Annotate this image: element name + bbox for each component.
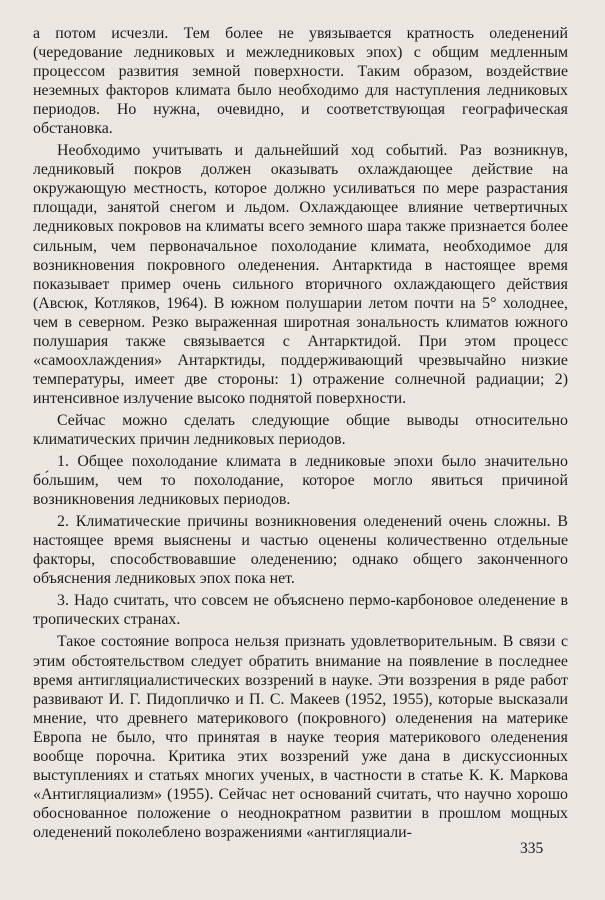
page-number: 335	[520, 840, 544, 857]
body-text	[33, 24, 568, 845]
paragraph-6: 3. Надо считать, что совсем не объяснено пермо-карбоновое оледенение в тропических странах.	[33, 592, 568, 629]
paragraph-2: Необходимо учитывать и дальнейший ход событий. Раз возникнув, ледниковый покров должен оказывать охлаждающее действие на окружающую местность, которое должно усиливаться по мере разрастания площади, занятой снегом и льдом. Охлаждающее влияние четвертичных ледниковых покровов на климаты всего земного шара также признается более сильным, чем первоначальное похолодание климата, необходимое для возникновения покровного оледенения. Антарктида в настоящее время показывает пример очень сильного вторичного охлаждающего действия (Авсюк, Котляков, 1964). В южном полушарии летом почти на 5° холоднее, чем в северном. Резко выраженная широтная зональность климатов южного полушария также связывается с Антарктидой. При этом процесс «самоохлаждения» Антарктиды, поддерживающий чрезвычайно низкие температуры, имеет две стороны: 1) отражение солнечной радиации; 2) интенсивное излучение высоко поднятой поверхности.	[33, 142, 568, 407]
paragraph-1: а потом исчезли. Тем более не увязывается кратность оледенений (чередование ледниковых и межледниковых эпох) с общим медленным процессом развития земной поверхности. Таким образом, воздействие неземных факторов климата было необходимо для наступления ледниковых периодов. Но нужна, очевидно, и соответствующая географическая обстановка.	[33, 25, 568, 138]
paragraph-3: Сейчас можно сделать следующие общие выводы относительно климатических причин ледниковых периодов.	[33, 411, 568, 448]
paragraph-4: 1. Общее похолодание климата в ледниковые эпохи было значительно бо́льшим, чем то похолодание, которое могло явиться причиной возникновения ледниковых периодов.	[33, 453, 568, 509]
paragraph-7: Такое состояние вопроса нельзя признать удовлетворительным. В связи с этим обстоятельством следует обратить внимание на появление в последнее время антигляциалистических воззрений в науке. Эти воззрения в ряде работ развивают И. Г. Пидопличко и П. С. Макеев (1952, 1955), которые высказали мнение, что древнего материкового (покровного) оледенения на материке Европа не было, что принятая в науке теория материкового оледенения вообще порочна. Критика этих воззрений уже дана в дискуссионных выступлениях и статьях многих ученых, в частности в статье К. К. Маркова «Антигляциализм» (1955). Сейчас нет оснований считать, что научно хорошо обоснованное положение о неоднократном развитии в прошлом мощных оледенений поколеблено возражениями «антигляциали-	[33, 633, 568, 841]
paragraph-5: 2. Климатические причины возникновения оледенений очень сложны. В настоящее время выяснены и частью оценены количественно отдельные факторы, способствовавшие оледенению; однако общего законченного объяснения ледниковых эпох пока нет.	[33, 513, 568, 588]
